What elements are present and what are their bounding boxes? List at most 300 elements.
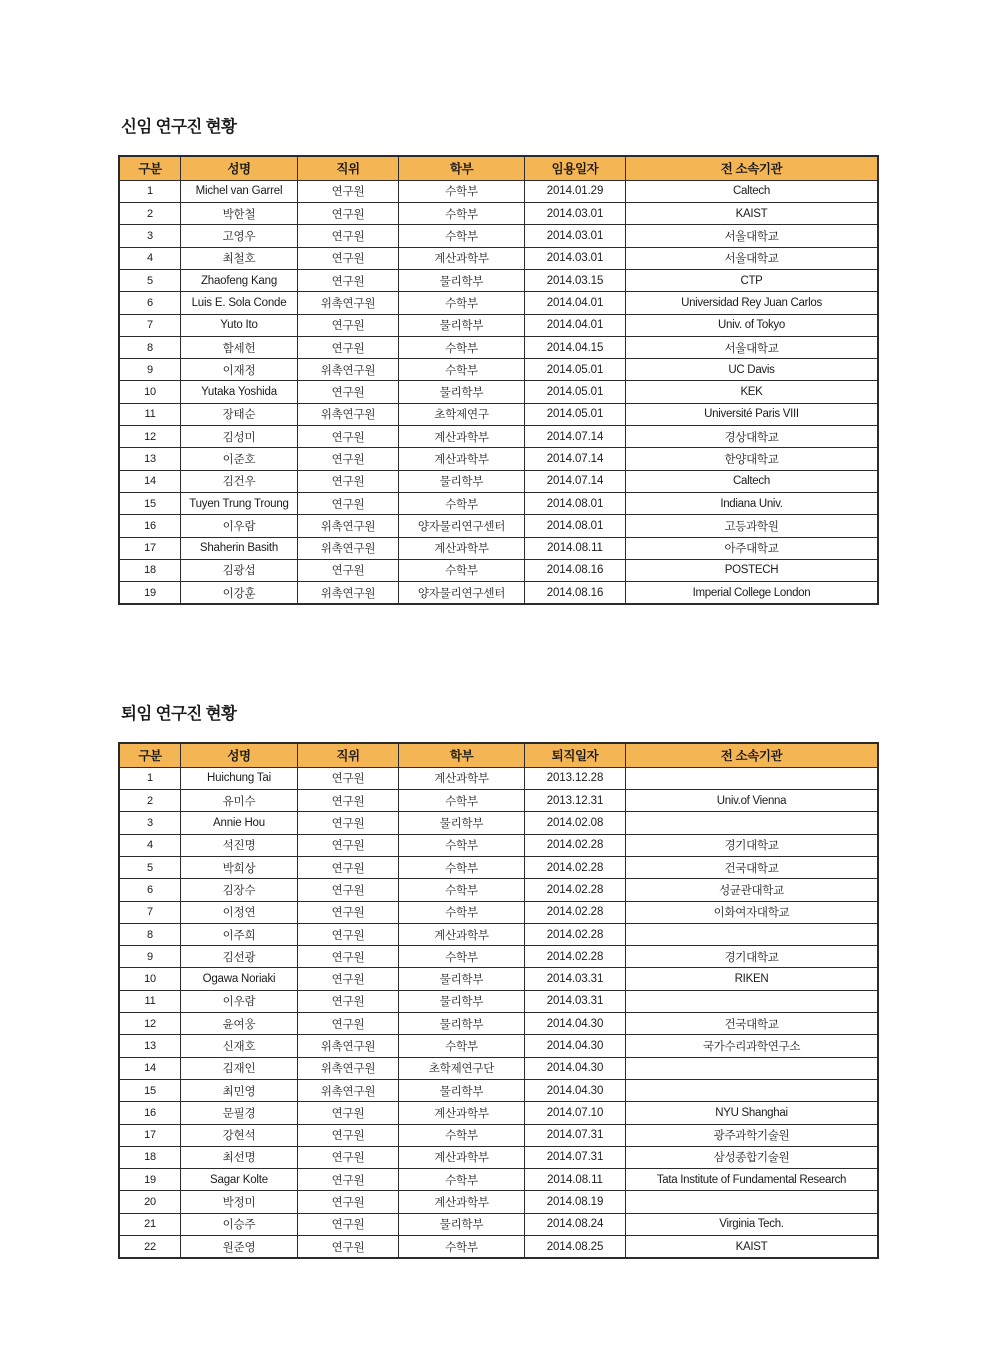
cell-department: 수학부: [399, 1169, 525, 1191]
cell-date: 2014.07.10: [525, 1102, 626, 1124]
cell-date: 2014.08.11: [525, 1169, 626, 1191]
cell-name: 최민영: [181, 1079, 298, 1101]
table-newcomers: [119, 156, 878, 605]
cell-no: 19: [120, 582, 181, 604]
cell-date: 2014.04.30: [525, 1013, 626, 1035]
cell-position: 연구원: [298, 968, 399, 990]
cell-name: 이우람: [181, 515, 298, 537]
cell-department: 수학부: [399, 225, 525, 247]
cell-date: 2014.01.29: [525, 180, 626, 202]
table-row: [120, 269, 878, 291]
cell-name: 박정미: [181, 1191, 298, 1213]
cell-position: 위촉연구원: [298, 292, 399, 314]
cell-date: 2014.04.30: [525, 1079, 626, 1101]
cell-date: 2014.08.19: [525, 1191, 626, 1213]
column-header-organization: 전 소속기관: [626, 743, 878, 767]
table-row: [120, 582, 878, 604]
cell-no: 14: [120, 470, 181, 492]
cell-position: 연구원: [298, 336, 399, 358]
cell-department: 계산과학부: [399, 426, 525, 448]
table-row: [120, 225, 878, 247]
cell-position: 연구원: [298, 990, 399, 1012]
table-row: [120, 492, 878, 514]
cell-no: 11: [120, 403, 181, 425]
cell-position: 연구원: [298, 203, 399, 225]
cell-position: 위촉연구원: [298, 1057, 399, 1079]
cell-department: 수학부: [399, 1035, 525, 1057]
cell-name: 이우람: [181, 990, 298, 1012]
cell-name: 이준호: [181, 448, 298, 470]
cell-position: 연구원: [298, 247, 399, 269]
cell-name: 원준영: [181, 1236, 298, 1258]
cell-organization: Univ. of Tokyo: [626, 314, 878, 336]
cell-no: 22: [120, 1236, 181, 1258]
table-row: [120, 856, 878, 878]
cell-position: 연구원: [298, 946, 399, 968]
cell-organization: Tata Institute of Fundamental Research: [626, 1169, 878, 1191]
cell-no: 15: [120, 1079, 181, 1101]
cell-name: Ogawa Noriaki: [181, 968, 298, 990]
cell-date: 2014.08.16: [525, 582, 626, 604]
table-row: [120, 790, 878, 812]
table-row: [120, 559, 878, 581]
cell-department: 수학부: [399, 203, 525, 225]
cell-position: 연구원: [298, 901, 399, 923]
cell-position: 연구원: [298, 381, 399, 403]
table-row: [120, 990, 878, 1012]
cell-department: 초학제연구단: [399, 1057, 525, 1079]
cell-position: 위촉연구원: [298, 359, 399, 381]
cell-no: 4: [120, 834, 181, 856]
cell-position: 연구원: [298, 1213, 399, 1235]
cell-name: 석진명: [181, 834, 298, 856]
cell-department: 계산과학부: [399, 537, 525, 559]
cell-organization: KEK: [626, 381, 878, 403]
cell-department: 수학부: [399, 901, 525, 923]
cell-date: 2014.08.25: [525, 1236, 626, 1258]
cell-organization: 국가수리과학연구소: [626, 1035, 878, 1057]
cell-name: 문필경: [181, 1102, 298, 1124]
cell-date: 2014.07.31: [525, 1146, 626, 1168]
table-row: [120, 1035, 878, 1057]
cell-no: 13: [120, 448, 181, 470]
table-header-row: [120, 156, 878, 180]
cell-no: 2: [120, 203, 181, 225]
cell-department: 물리학부: [399, 1079, 525, 1101]
cell-no: 9: [120, 359, 181, 381]
cell-name: Yutaka Yoshida: [181, 381, 298, 403]
cell-no: 16: [120, 1102, 181, 1124]
cell-organization: [626, 1079, 878, 1101]
cell-no: 13: [120, 1035, 181, 1057]
table-row: [120, 448, 878, 470]
cell-no: 14: [120, 1057, 181, 1079]
cell-no: 9: [120, 946, 181, 968]
cell-date: 2014.03.01: [525, 203, 626, 225]
table-row: [120, 336, 878, 358]
cell-position: 연구원: [298, 1013, 399, 1035]
cell-organization: CTP: [626, 269, 878, 291]
column-header-name: 성명: [181, 156, 298, 180]
column-header-department: 학부: [399, 743, 525, 767]
cell-name: 이재정: [181, 359, 298, 381]
cell-date: 2014.07.14: [525, 448, 626, 470]
table-row: [120, 946, 878, 968]
cell-department: 수학부: [399, 1236, 525, 1258]
cell-no: 2: [120, 790, 181, 812]
cell-position: 연구원: [298, 448, 399, 470]
cell-organization: POSTECH: [626, 559, 878, 581]
cell-name: 김재인: [181, 1057, 298, 1079]
table-row: [120, 1102, 878, 1124]
column-header-position: 직위: [298, 156, 399, 180]
table-row: [120, 403, 878, 425]
cell-name: 고영우: [181, 225, 298, 247]
cell-name: Sagar Kolte: [181, 1169, 298, 1191]
table-row: [120, 1146, 878, 1168]
cell-no: 1: [120, 180, 181, 202]
cell-position: 연구원: [298, 1124, 399, 1146]
cell-date: 2013.12.31: [525, 790, 626, 812]
cell-name: 박희상: [181, 856, 298, 878]
cell-name: Michel van Garrel: [181, 180, 298, 202]
cell-name: 신재호: [181, 1035, 298, 1057]
cell-position: 연구원: [298, 834, 399, 856]
cell-organization: 성균관대학교: [626, 879, 878, 901]
cell-date: 2014.07.14: [525, 470, 626, 492]
page-title-newcomers: 신임 연구진 현황: [121, 118, 237, 136]
cell-department: 수학부: [399, 180, 525, 202]
cell-organization: [626, 990, 878, 1012]
cell-date: 2014.05.01: [525, 359, 626, 381]
cell-organization: 경기대학교: [626, 834, 878, 856]
cell-position: 위촉연구원: [298, 515, 399, 537]
table-row: [120, 1191, 878, 1213]
column-header-department: 학부: [399, 156, 525, 180]
table-header-newcomers: [120, 156, 878, 180]
cell-organization: 건국대학교: [626, 856, 878, 878]
cell-position: 연구원: [298, 492, 399, 514]
table-body-newcomers: [120, 180, 878, 604]
cell-no: 12: [120, 1013, 181, 1035]
cell-date: 2014.03.01: [525, 247, 626, 269]
cell-date: 2014.02.28: [525, 901, 626, 923]
table-row: [120, 203, 878, 225]
column-header-organization: 전 소속기관: [626, 156, 878, 180]
cell-name: 이강훈: [181, 582, 298, 604]
table-header-retirees: [120, 743, 878, 767]
cell-position: 연구원: [298, 180, 399, 202]
table-row: [120, 1169, 878, 1191]
cell-name: 김장수: [181, 879, 298, 901]
cell-organization: 한양대학교: [626, 448, 878, 470]
column-header-no: 구분: [120, 743, 181, 767]
cell-department: 수학부: [399, 492, 525, 514]
cell-date: 2014.04.30: [525, 1057, 626, 1079]
table-row: [120, 901, 878, 923]
table-row: [120, 537, 878, 559]
cell-position: 연구원: [298, 1102, 399, 1124]
cell-date: 2014.02.28: [525, 946, 626, 968]
cell-organization: 삼성종합기술원: [626, 1146, 878, 1168]
cell-no: 15: [120, 492, 181, 514]
cell-department: 물리학부: [399, 1013, 525, 1035]
cell-position: 위촉연구원: [298, 1079, 399, 1101]
cell-position: 연구원: [298, 314, 399, 336]
cell-organization: [626, 1191, 878, 1213]
cell-department: 계산과학부: [399, 923, 525, 945]
cell-position: 연구원: [298, 426, 399, 448]
table-body-retirees: [120, 767, 878, 1258]
cell-position: 위촉연구원: [298, 582, 399, 604]
cell-name: Shaherin Basith: [181, 537, 298, 559]
table-header-row: [120, 743, 878, 767]
cell-no: 7: [120, 901, 181, 923]
cell-department: 수학부: [399, 559, 525, 581]
table-row: [120, 470, 878, 492]
cell-no: 17: [120, 537, 181, 559]
cell-position: 연구원: [298, 856, 399, 878]
cell-position: 위촉연구원: [298, 1035, 399, 1057]
cell-date: 2014.08.16: [525, 559, 626, 581]
column-header-name: 성명: [181, 743, 298, 767]
cell-position: 연구원: [298, 225, 399, 247]
table-row: [120, 292, 878, 314]
cell-date: 2014.08.01: [525, 492, 626, 514]
table-row: [120, 359, 878, 381]
cell-organization: Caltech: [626, 180, 878, 202]
cell-date: 2014.08.24: [525, 1213, 626, 1235]
cell-no: 10: [120, 968, 181, 990]
page-title-retirees: 퇴임 연구진 현황: [121, 705, 237, 723]
cell-position: 연구원: [298, 1191, 399, 1213]
cell-name: 윤여웅: [181, 1013, 298, 1035]
cell-organization: 경기대학교: [626, 946, 878, 968]
table-row: [120, 1079, 878, 1101]
cell-name: 장태순: [181, 403, 298, 425]
cell-department: 수학부: [399, 790, 525, 812]
cell-name: 김건우: [181, 470, 298, 492]
cell-organization: 고등과학원: [626, 515, 878, 537]
cell-date: 2014.04.15: [525, 336, 626, 358]
cell-name: 유미수: [181, 790, 298, 812]
cell-no: 10: [120, 381, 181, 403]
cell-name: 김성미: [181, 426, 298, 448]
cell-department: 물리학부: [399, 269, 525, 291]
cell-no: 5: [120, 856, 181, 878]
cell-name: Zhaofeng Kang: [181, 269, 298, 291]
cell-date: 2014.03.31: [525, 990, 626, 1012]
cell-organization: Universidad Rey Juan Carlos: [626, 292, 878, 314]
cell-organization: KAIST: [626, 203, 878, 225]
cell-organization: 서울대학교: [626, 247, 878, 269]
cell-date: 2014.03.31: [525, 968, 626, 990]
cell-name: 이정연: [181, 901, 298, 923]
cell-no: 16: [120, 515, 181, 537]
table-row: [120, 923, 878, 945]
cell-department: 물리학부: [399, 381, 525, 403]
cell-no: 8: [120, 923, 181, 945]
cell-date: 2014.08.01: [525, 515, 626, 537]
cell-position: 위촉연구원: [298, 403, 399, 425]
table-retirees: [119, 743, 878, 1259]
cell-name: Huichung Tai: [181, 767, 298, 789]
cell-organization: Imperial College London: [626, 582, 878, 604]
cell-organization: 서울대학교: [626, 225, 878, 247]
cell-date: 2014.07.31: [525, 1124, 626, 1146]
cell-no: 17: [120, 1124, 181, 1146]
table-row: [120, 314, 878, 336]
cell-date: 2014.05.01: [525, 403, 626, 425]
cell-organization: 서울대학교: [626, 336, 878, 358]
cell-department: 수학부: [399, 292, 525, 314]
cell-name: Luis E. Sola Conde: [181, 292, 298, 314]
cell-no: 12: [120, 426, 181, 448]
cell-organization: 건국대학교: [626, 1013, 878, 1035]
cell-position: 연구원: [298, 1169, 399, 1191]
cell-position: 위촉연구원: [298, 537, 399, 559]
table-row: [120, 247, 878, 269]
cell-organization: [626, 767, 878, 789]
cell-organization: [626, 1057, 878, 1079]
cell-department: 계산과학부: [399, 1102, 525, 1124]
table-row: [120, 381, 878, 403]
cell-department: 물리학부: [399, 990, 525, 1012]
cell-name: Tuyen Trung Troung: [181, 492, 298, 514]
cell-date: 2014.02.28: [525, 923, 626, 945]
cell-department: 수학부: [399, 856, 525, 878]
cell-position: 연구원: [298, 1236, 399, 1258]
cell-no: 19: [120, 1169, 181, 1191]
column-header-no: 구분: [120, 156, 181, 180]
cell-no: 1: [120, 767, 181, 789]
cell-name: Yuto Ito: [181, 314, 298, 336]
cell-date: 2013.12.28: [525, 767, 626, 789]
cell-no: 18: [120, 559, 181, 581]
section-newcomers: [119, 118, 877, 604]
cell-position: 연구원: [298, 269, 399, 291]
table-row: [120, 968, 878, 990]
cell-organization: Univ.of Vienna: [626, 790, 878, 812]
cell-name: 함세헌: [181, 336, 298, 358]
cell-no: 4: [120, 247, 181, 269]
cell-position: 연구원: [298, 1146, 399, 1168]
cell-position: 연구원: [298, 923, 399, 945]
table-row: [120, 1236, 878, 1258]
cell-no: 3: [120, 225, 181, 247]
cell-department: 수학부: [399, 834, 525, 856]
table-row: [120, 180, 878, 202]
table-row: [120, 426, 878, 448]
cell-position: 연구원: [298, 767, 399, 789]
cell-name: 이승주: [181, 1213, 298, 1235]
cell-no: 5: [120, 269, 181, 291]
table-row: [120, 834, 878, 856]
cell-department: 계산과학부: [399, 767, 525, 789]
table-row: [120, 515, 878, 537]
cell-department: 수학부: [399, 359, 525, 381]
cell-department: 수학부: [399, 1124, 525, 1146]
column-header-date: 퇴직일자: [525, 743, 626, 767]
table-row: [120, 1213, 878, 1235]
cell-department: 물리학부: [399, 968, 525, 990]
cell-department: 계산과학부: [399, 448, 525, 470]
table-row: [120, 1013, 878, 1035]
cell-department: 수학부: [399, 879, 525, 901]
cell-date: 2014.04.01: [525, 292, 626, 314]
cell-organization: UC Davis: [626, 359, 878, 381]
cell-organization: [626, 812, 878, 834]
cell-no: 7: [120, 314, 181, 336]
cell-name: 최철호: [181, 247, 298, 269]
column-header-position: 직위: [298, 743, 399, 767]
cell-organization: Virginia Tech.: [626, 1213, 878, 1235]
cell-no: 8: [120, 336, 181, 358]
cell-organization: 이화여자대학교: [626, 901, 878, 923]
cell-department: 양자물리연구센터: [399, 515, 525, 537]
cell-organization: [626, 923, 878, 945]
cell-name: 김광섭: [181, 559, 298, 581]
cell-date: 2014.04.01: [525, 314, 626, 336]
cell-date: 2014.07.14: [525, 426, 626, 448]
cell-date: 2014.04.30: [525, 1035, 626, 1057]
cell-organization: 경상대학교: [626, 426, 878, 448]
cell-organization: Caltech: [626, 470, 878, 492]
cell-position: 연구원: [298, 559, 399, 581]
table-row: [120, 812, 878, 834]
cell-date: 2014.08.11: [525, 537, 626, 559]
cell-position: 연구원: [298, 879, 399, 901]
cell-name: 강현석: [181, 1124, 298, 1146]
cell-name: Annie Hou: [181, 812, 298, 834]
cell-organization: NYU Shanghai: [626, 1102, 878, 1124]
cell-organization: Université Paris VIII: [626, 403, 878, 425]
cell-department: 계산과학부: [399, 247, 525, 269]
cell-department: 계산과학부: [399, 1191, 525, 1213]
cell-no: 18: [120, 1146, 181, 1168]
section-retirees: [119, 705, 877, 1258]
cell-department: 물리학부: [399, 314, 525, 336]
cell-position: 연구원: [298, 470, 399, 492]
cell-date: 2014.02.28: [525, 834, 626, 856]
cell-name: 최선명: [181, 1146, 298, 1168]
cell-organization: 광주과학기술원: [626, 1124, 878, 1146]
cell-department: 수학부: [399, 336, 525, 358]
cell-department: 물리학부: [399, 1213, 525, 1235]
cell-department: 초학제연구: [399, 403, 525, 425]
cell-department: 물리학부: [399, 812, 525, 834]
cell-no: 20: [120, 1191, 181, 1213]
cell-date: 2014.02.28: [525, 856, 626, 878]
cell-date: 2014.02.08: [525, 812, 626, 834]
cell-name: 이주희: [181, 923, 298, 945]
cell-date: 2014.03.15: [525, 269, 626, 291]
cell-no: 21: [120, 1213, 181, 1235]
cell-position: 연구원: [298, 790, 399, 812]
cell-department: 양자물리연구센터: [399, 582, 525, 604]
column-header-date: 임용일자: [525, 156, 626, 180]
table-row: [120, 1124, 878, 1146]
cell-date: 2014.02.28: [525, 879, 626, 901]
cell-name: 박한철: [181, 203, 298, 225]
cell-organization: RIKEN: [626, 968, 878, 990]
cell-name: 김선광: [181, 946, 298, 968]
cell-no: 11: [120, 990, 181, 1012]
cell-organization: 아주대학교: [626, 537, 878, 559]
cell-department: 수학부: [399, 946, 525, 968]
table-row: [120, 879, 878, 901]
cell-date: 2014.03.01: [525, 225, 626, 247]
